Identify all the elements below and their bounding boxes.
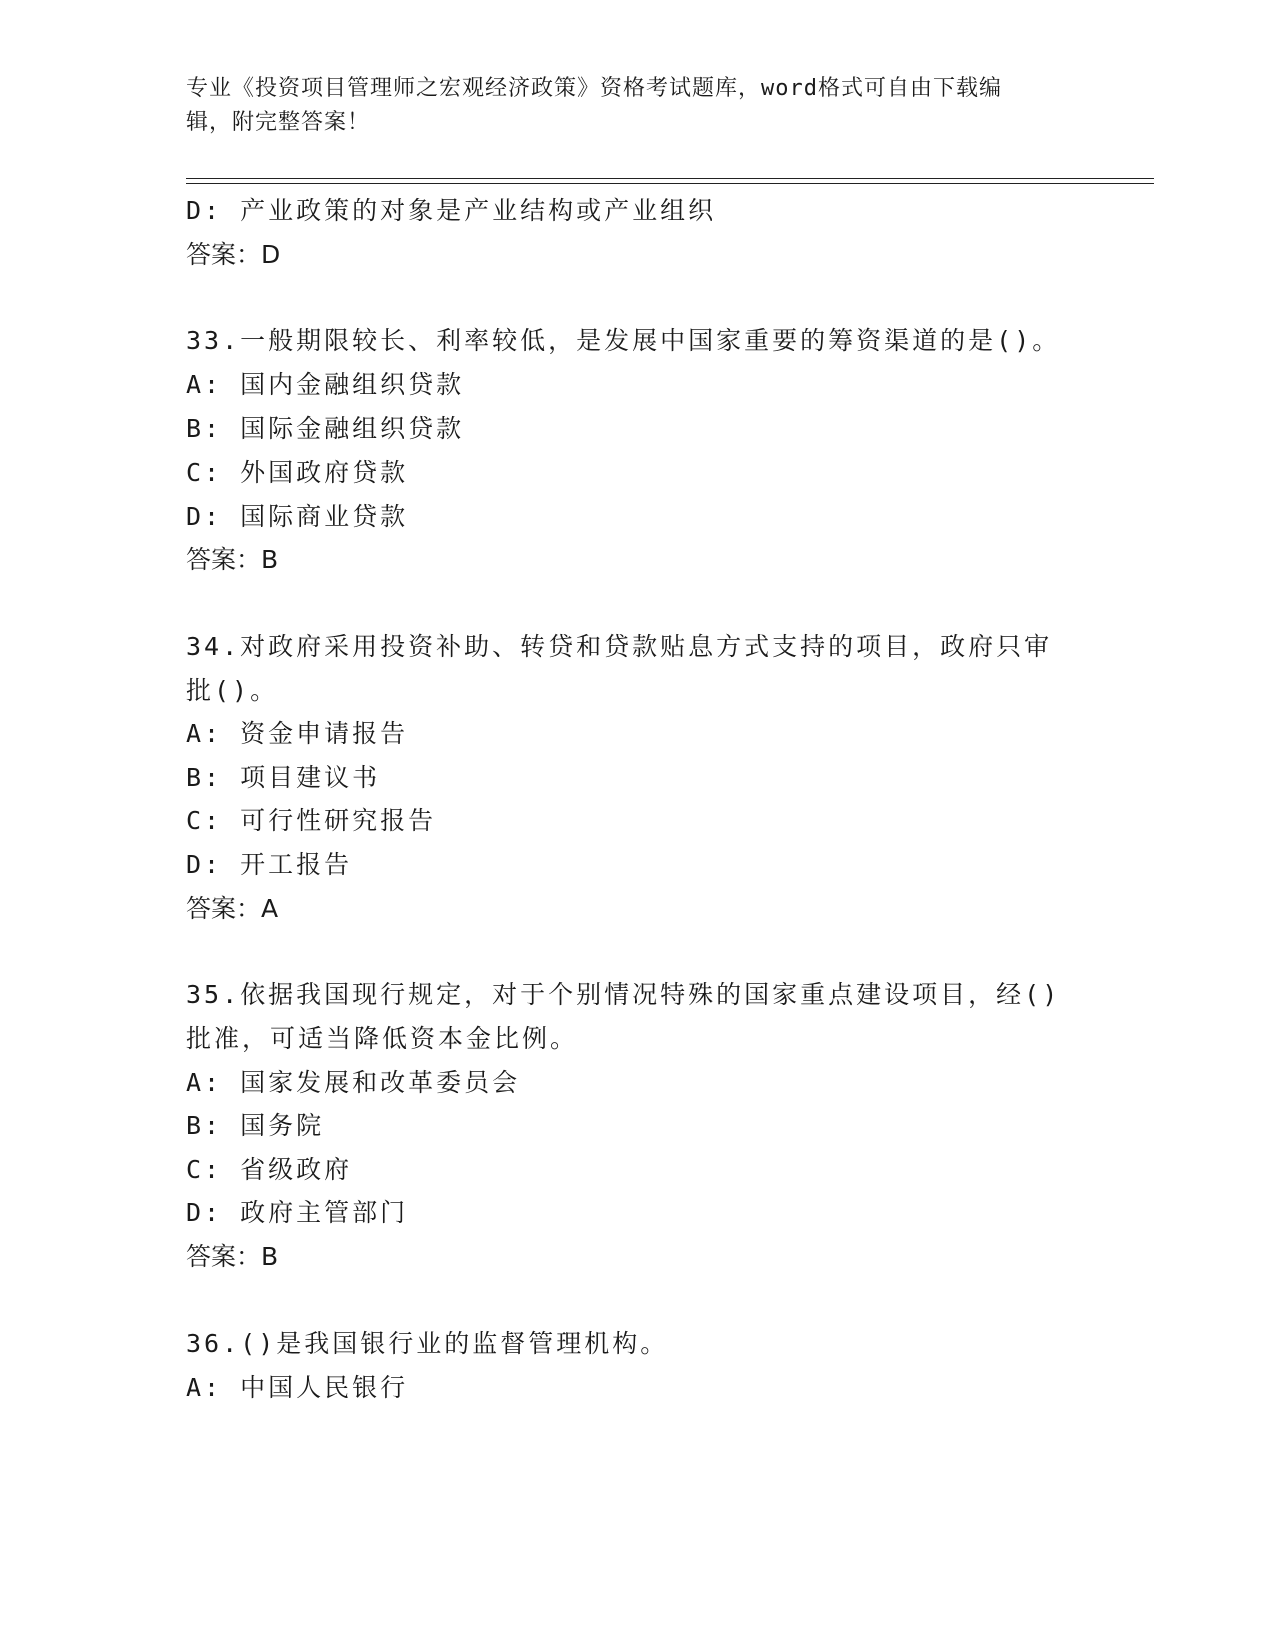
- q35-answer: 答案：B: [186, 1242, 279, 1271]
- prev-option-d: D: 产业政策的对象是产业结构或产业组织: [186, 196, 717, 225]
- q36-stem: 36.()是我国银行业的监督管理机构。: [186, 1329, 669, 1358]
- q34-stem-line-2: 批()。: [186, 676, 279, 705]
- header-line-1: 专业《投资项目管理师之宏观经济政策》资格考试题库，word格式可自由下载编: [186, 76, 1002, 101]
- q35-option-b: B: 国务院: [186, 1111, 325, 1140]
- q35-option-d: D: 政府主管部门: [186, 1198, 409, 1227]
- q35-stem-line-2: 批准，可适当降低资本金比例。: [186, 1024, 579, 1053]
- q33-answer: 答案：B: [186, 545, 279, 574]
- q34-stem-line-1: 34.对政府采用投资补助、转贷和贷款贴息方式支持的项目，政府只审: [186, 632, 1053, 661]
- q35-stem-line-1: 35.依据我国现行规定，对于个别情况特殊的国家重点建设项目，经(): [186, 980, 1061, 1009]
- q35-option-a: A: 国家发展和改革委员会: [186, 1068, 521, 1097]
- prev-answer: 答案：D: [186, 240, 281, 269]
- q36-option-a: A: 中国人民银行: [186, 1373, 409, 1402]
- q33-option-c: C: 外国政府贷款: [186, 458, 409, 487]
- header-line-2: 辑，附完整答案！: [186, 110, 371, 135]
- q34-option-a: A: 资金申请报告: [186, 719, 409, 748]
- q35-option-c: C: 省级政府: [186, 1155, 353, 1184]
- header-divider-top: [186, 178, 1154, 179]
- q33-option-b: B: 国际金融组织贷款: [186, 414, 465, 443]
- q34-answer: 答案：A: [186, 894, 279, 923]
- header-divider-bottom: [186, 183, 1154, 184]
- q33-option-d: D: 国际商业贷款: [186, 502, 409, 531]
- q34-option-b: B: 项目建议书: [186, 763, 381, 792]
- document-header: [186, 72, 1066, 140]
- q33-option-a: A: 国内金融组织贷款: [186, 370, 465, 399]
- q33-stem: 33.一般期限较长、利率较低，是发展中国家重要的筹资渠道的是()。: [186, 326, 1061, 355]
- q34-option-d: D: 开工报告: [186, 850, 353, 879]
- q34-option-c: C: 可行性研究报告: [186, 806, 437, 835]
